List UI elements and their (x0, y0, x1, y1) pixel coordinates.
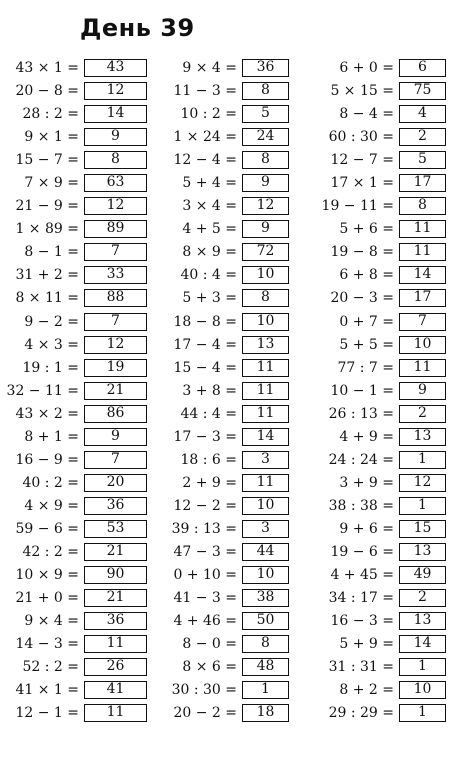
exercise-expression: 19 − 6 = (330, 543, 394, 560)
exercise-expression: 34 : 17 = (328, 590, 394, 607)
exercise-expression: 9 × 4 = (182, 60, 237, 76)
exercise-expression: 7 × 9 = (24, 175, 79, 192)
exercise-expression: 0 + 7 = (339, 313, 394, 330)
exercise-expression: 38 : 38 = (328, 497, 394, 514)
answer-box: 7 (84, 243, 147, 261)
exercise-expression: 9 × 1 = (24, 129, 79, 146)
exercise-expression: 32 − 11 = (6, 382, 79, 399)
exercise-expression: 31 + 2 = (15, 267, 79, 284)
answer-box: 21 (84, 589, 147, 607)
answer-box: 2 (399, 589, 446, 607)
exercise-expression: 6 + 0 = (339, 60, 394, 76)
exercise-expression: 4 + 46 = (173, 613, 237, 630)
answer-box: 14 (84, 105, 147, 123)
exercise-expression: 42 : 2 = (22, 543, 79, 560)
exercise-expression: 1 × 89 = (15, 221, 79, 238)
exercise-expression: 4 + 9 = (339, 428, 394, 445)
answer-box: 36 (84, 612, 147, 630)
exercise-expression: 1 × 24 = (173, 129, 237, 146)
answer-box: 1 (399, 704, 446, 722)
answer-box: 11 (242, 474, 289, 492)
exercise-expression: 8 + 1 = (24, 428, 79, 445)
exercise-expression: 10 : 2 = (180, 106, 237, 123)
answer-box: 63 (84, 174, 147, 192)
answer-box: 17 (399, 289, 446, 307)
exercise-expression: 8 × 9 = (182, 244, 237, 261)
answer-box: 19 (84, 359, 147, 377)
exercise-expression: 17 × 1 = (330, 175, 394, 192)
answer-box: 20 (84, 474, 147, 492)
answer-box: 8 (399, 197, 446, 215)
answer-box: 10 (242, 497, 289, 515)
exercise-expression: 41 − 3 = (173, 590, 237, 607)
exercise-expression: 52 : 2 = (22, 659, 79, 676)
answer-box: 14 (399, 266, 446, 284)
answer-box: 11 (399, 220, 446, 238)
exercise-expression: 0 + 10 = (173, 567, 237, 584)
exercise-expression: 9 − 2 = (24, 313, 79, 330)
exercise-expression: 12 − 4 = (173, 152, 237, 169)
answer-box: 12 (84, 197, 147, 215)
exercise-expression: 4 + 45 = (330, 567, 394, 584)
exercise-expression: 18 : 6 = (180, 451, 237, 468)
answer-box: 7 (84, 451, 147, 469)
exercise-expression: 15 − 7 = (15, 152, 79, 169)
exercise-expression: 40 : 4 = (180, 267, 237, 284)
exercise-expression: 47 − 3 = (173, 543, 237, 560)
exercise-expression: 31 : 31 = (328, 659, 394, 676)
exercise-expression: 43 × 2 = (15, 405, 79, 422)
exercise-expression: 21 + 0 = (15, 590, 79, 607)
exercise-expression: 5 + 6 = (339, 221, 394, 238)
answer-box: 9 (242, 174, 289, 192)
answer-box: 11 (84, 635, 147, 653)
answer-box: 24 (242, 128, 289, 146)
answer-box: 11 (242, 405, 289, 423)
answer-box: 11 (399, 359, 446, 377)
exercise-expression: 5 + 4 = (182, 175, 237, 192)
answer-box: 10 (242, 266, 289, 284)
answer-box: 2 (399, 128, 446, 146)
exercise-expression: 43 × 1 = (15, 60, 79, 76)
answer-box: 9 (242, 220, 289, 238)
exercise-expression: 11 − 3 = (173, 83, 237, 100)
exercise-expression: 3 + 8 = (182, 382, 237, 399)
exercise-expression: 5 × 15 = (330, 83, 394, 100)
exercise-expression: 21 − 9 = (15, 198, 79, 215)
exercise-expression: 28 : 2 = (22, 106, 79, 123)
answer-box: 43 (84, 59, 147, 77)
exercise-expression: 9 × 4 = (24, 613, 79, 630)
exercise-expression: 77 : 7 = (337, 359, 394, 376)
answer-box: 26 (84, 658, 147, 676)
exercise-expression: 59 − 6 = (15, 520, 79, 537)
answer-box: 1 (242, 681, 289, 699)
answer-box: 11 (84, 704, 147, 722)
exercise-expression: 10 × 9 = (15, 567, 79, 584)
answer-box: 11 (242, 382, 289, 400)
exercise-expression: 20 − 3 = (330, 290, 394, 307)
answer-box: 9 (84, 128, 147, 146)
answer-box: 10 (399, 336, 446, 354)
answer-box: 7 (84, 313, 147, 331)
exercise-expression: 41 × 1 = (15, 682, 79, 699)
exercise-expression: 20 − 2 = (173, 705, 237, 722)
answer-box: 11 (399, 243, 446, 261)
exercise-expression: 19 − 8 = (330, 244, 394, 261)
answer-box: 11 (242, 359, 289, 377)
answer-box: 13 (399, 543, 446, 561)
answer-box: 14 (242, 428, 289, 446)
answer-box: 14 (399, 635, 446, 653)
answer-box: 48 (242, 658, 289, 676)
answer-box: 90 (84, 566, 147, 584)
answer-box: 33 (84, 266, 147, 284)
exercise-expression: 4 + 5 = (182, 221, 237, 238)
exercise-expression: 8 − 4 = (339, 106, 394, 123)
answer-box: 49 (399, 566, 446, 584)
answer-box: 8 (242, 82, 289, 100)
page-title: День 39 (80, 14, 195, 42)
exercise-expression: 6 + 8 = (339, 267, 394, 284)
answer-box: 44 (242, 543, 289, 561)
answer-box: 5 (242, 105, 289, 123)
answer-box: 88 (84, 289, 147, 307)
answer-box: 7 (399, 313, 446, 331)
answer-box: 21 (84, 382, 147, 400)
answer-box: 17 (399, 174, 446, 192)
exercise-expression: 26 : 13 = (328, 405, 394, 422)
exercise-expression: 20 − 8 = (15, 83, 79, 100)
answer-box: 8 (242, 635, 289, 653)
exercise-expression: 10 − 1 = (330, 382, 394, 399)
exercise-expression: 30 : 30 = (171, 682, 237, 699)
answer-box: 9 (84, 428, 147, 446)
answer-box: 8 (242, 289, 289, 307)
exercise-expression: 12 − 2 = (173, 497, 237, 514)
exercise-expression: 29 : 29 = (328, 705, 394, 722)
exercise-expression: 19 − 11 = (321, 198, 394, 215)
answer-box: 15 (399, 520, 446, 538)
answer-box: 6 (399, 59, 446, 77)
answer-box: 10 (242, 313, 289, 331)
answer-box: 1 (399, 658, 446, 676)
answer-box: 72 (242, 243, 289, 261)
answer-box: 21 (84, 543, 147, 561)
exercise-expression: 17 − 3 = (173, 428, 237, 445)
exercise-expression: 9 + 6 = (339, 520, 394, 537)
answer-box: 89 (84, 220, 147, 238)
exercise-expression: 39 : 13 = (171, 520, 237, 537)
answer-box: 10 (399, 681, 446, 699)
answer-box: 13 (399, 428, 446, 446)
exercise-expression: 2 + 9 = (182, 474, 237, 491)
exercise-expression: 19 : 1 = (22, 359, 79, 376)
answer-box: 18 (242, 704, 289, 722)
exercise-expression: 18 − 8 = (173, 313, 237, 330)
exercise-expression: 40 : 2 = (22, 474, 79, 491)
answer-box: 12 (242, 197, 289, 215)
exercise-expression: 5 + 3 = (182, 290, 237, 307)
exercise-expression: 14 − 3 = (15, 636, 79, 653)
exercise-expression: 24 : 24 = (328, 451, 394, 468)
answer-box: 3 (242, 451, 289, 469)
answer-box: 8 (242, 151, 289, 169)
answer-box: 53 (84, 520, 147, 538)
exercise-expression: 5 + 9 = (339, 636, 394, 653)
exercise-expression: 60 : 30 = (328, 129, 394, 146)
answer-box: 75 (399, 82, 446, 100)
answer-box: 10 (242, 566, 289, 584)
answer-box: 13 (242, 336, 289, 354)
answer-box: 36 (242, 59, 289, 77)
exercise-expression: 44 : 4 = (180, 405, 237, 422)
answer-box: 86 (84, 405, 147, 423)
answer-box: 38 (242, 589, 289, 607)
exercise-expression: 8 − 0 = (182, 636, 237, 653)
answer-box: 12 (84, 82, 147, 100)
answer-box: 2 (399, 405, 446, 423)
answer-box: 5 (399, 151, 446, 169)
answer-box: 12 (399, 474, 446, 492)
answer-box: 50 (242, 612, 289, 630)
exercise-expression: 8 × 11 = (15, 290, 79, 307)
exercise-expression: 8 − 1 = (24, 244, 79, 261)
exercise-expression: 12 − 7 = (330, 152, 394, 169)
exercise-expression: 3 × 4 = (182, 198, 237, 215)
exercise-expression: 16 − 9 = (15, 451, 79, 468)
answer-box: 8 (84, 151, 147, 169)
exercise-expression: 17 − 4 = (173, 336, 237, 353)
answer-box: 3 (242, 520, 289, 538)
answer-box: 9 (399, 382, 446, 400)
exercise-expression: 4 × 9 = (24, 497, 79, 514)
answer-box: 36 (84, 497, 147, 515)
answer-box: 41 (84, 681, 147, 699)
answer-box: 12 (84, 336, 147, 354)
exercise-expression: 5 + 5 = (339, 336, 394, 353)
answer-box: 1 (399, 451, 446, 469)
exercise-expression: 3 + 9 = (339, 474, 394, 491)
answer-box: 4 (399, 105, 446, 123)
exercise-expression: 8 + 2 = (339, 682, 394, 699)
exercise-expression: 12 − 1 = (15, 705, 79, 722)
exercise-expression: 16 − 3 = (330, 613, 394, 630)
exercise-expression: 15 − 4 = (173, 359, 237, 376)
exercise-expression: 4 × 3 = (24, 336, 79, 353)
exercise-expression: 8 × 6 = (182, 659, 237, 676)
answer-box: 13 (399, 612, 446, 630)
answer-box: 1 (399, 497, 446, 515)
